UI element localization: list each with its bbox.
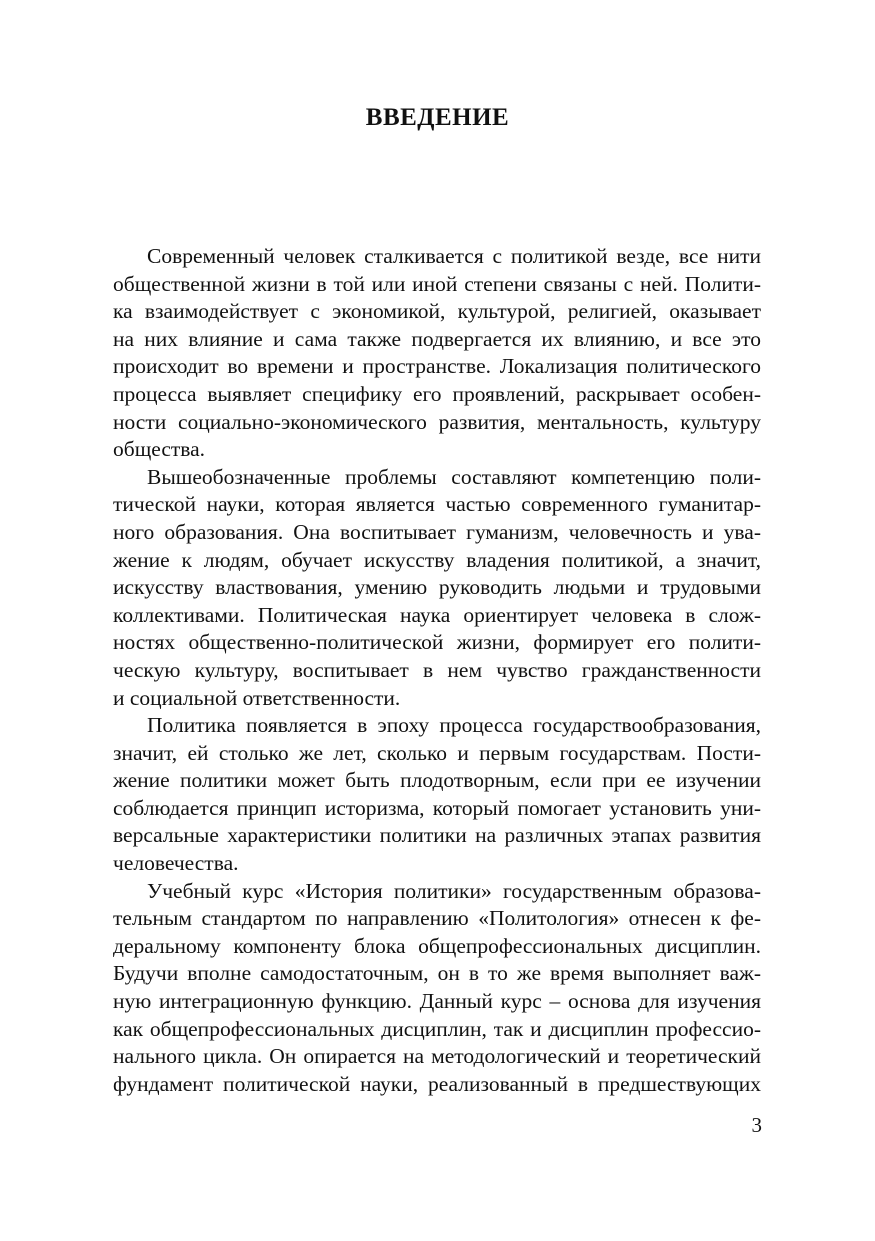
text-line: общества. (113, 437, 206, 462)
text-line: фундамент политической науки, реализованный в предшествующих (113, 1071, 761, 1096)
text-line: как общепрофессиональных дисциплин, так и дисциплин профессио- (113, 1016, 761, 1041)
page-title: ВВЕДЕНИЕ (365, 104, 510, 131)
text-line: ка взаимодействует с экономикой, культурой, религией, оказывает (113, 299, 761, 324)
text-line: человечества. (113, 851, 239, 876)
text-line: Политика появляется в эпоху процесса государствообразования, (147, 713, 761, 738)
text-line: версальные характеристики политики на различных этапах развития (113, 823, 761, 848)
text-line: на них влияние и сама также подвергается их влиянию, и все это (113, 326, 761, 351)
text-line: ческую культуру, воспитывает в нем чувство гражданственности (113, 657, 761, 682)
text-line: общественной жизни в той или иной степени связаны с ней. Полити- (113, 271, 761, 296)
text-line: коллективами. Политическая наука ориентирует человека в слож- (113, 602, 761, 627)
body-text (113, 243, 761, 1098)
text-line: ности социально-экономического развития, ментальность, культуру (113, 409, 761, 434)
text-line: Учебный курс «История политики» государственным образова- (147, 878, 761, 903)
text-line: и социальной ответственности. (113, 685, 401, 710)
text-line: ную интеграционную функцию. Данный курс – основа для изучения (113, 989, 761, 1014)
text-line: тельным стандартом по направлению «Политология» отнесен к фе- (113, 906, 761, 931)
text-line: соблюдается принцип историзма, который помогает установить уни- (113, 795, 761, 820)
text-line: нального цикла. Он опирается на методологический и теоретический (113, 1044, 761, 1069)
text-line: жение к людям, обучает искусству владения политикой, а значит, (113, 547, 761, 572)
page-number: 3 (751, 1113, 762, 1137)
text-line: Вышеобозначенные проблемы составляют компетенцию поли- (147, 464, 761, 489)
text-line: ностях общественно-политической жизни, формирует его полити- (113, 630, 761, 655)
text-line: деральному компоненту блока общепрофессиональных дисциплин. (113, 933, 761, 958)
text-line: процесса выявляет специфику его проявлений, раскрывает особен- (113, 381, 761, 406)
text-line: тической науки, которая является частью современного гуманитар- (113, 492, 761, 517)
text-line: ного образования. Она воспитывает гуманизм, человечность и ува- (113, 519, 761, 544)
text-line: жение политики может быть плодотворным, если при ее изучении (113, 768, 761, 793)
text-line: происходит во времени и пространстве. Локализация политического (113, 354, 761, 379)
text-line: искусству властвования, умению руководить людьми и трудовыми (113, 575, 761, 600)
text-line: Современный человек сталкивается с политикой везде, все нити (147, 244, 761, 268)
text-line: значит, ей столько же лет, сколько и первым государствам. Пости- (113, 740, 761, 765)
text-line: Будучи вполне самодостаточным, он в то же время выполняет важ- (113, 961, 761, 986)
